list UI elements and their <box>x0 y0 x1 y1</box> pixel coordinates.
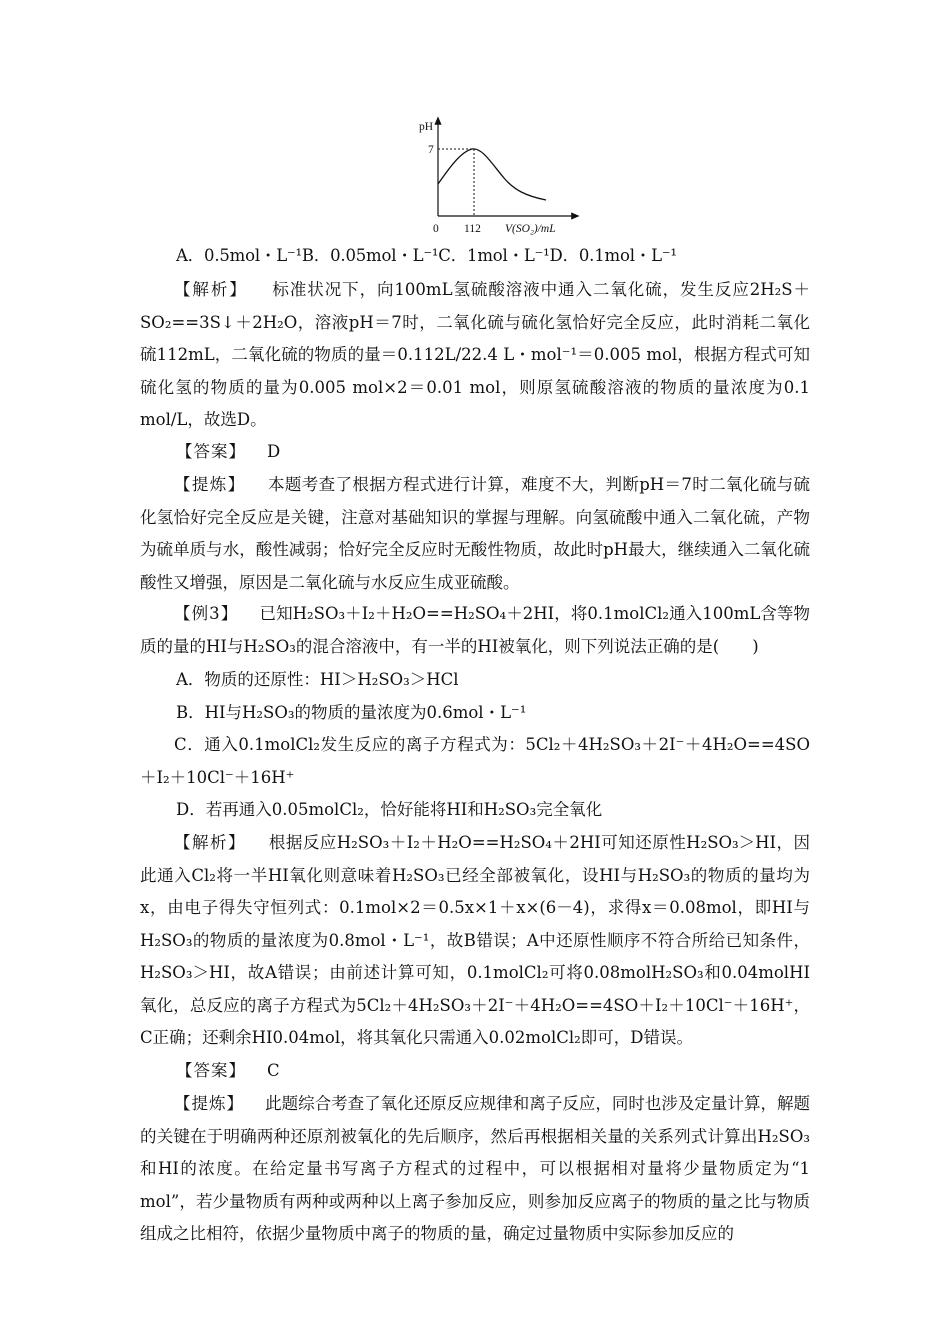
summary-tag: 【提炼】 <box>174 1094 245 1113</box>
q3-analysis <box>140 827 810 1055</box>
q3-option-a: A．物质的还原性：HI＞H₂SO₃＞HCl <box>176 670 459 689</box>
ph-series-line <box>438 149 546 200</box>
q3-summary <box>140 1088 810 1251</box>
summary-text: 此题综合考查了氧化还原反应规律和离子反应，同时也涉及定量计算，解题的关键在于明确两种还原剂被氧化的先后顺序，然后再根据相关量的关系列式计算出H₂SO₃和HI的浓度。在给定量书写离子方程式的过程中，可以根据相对量将少量物质定为“1 mol”，若少量物质有两种或两种以上离子参加反应，则参加反应离子的物质的量之比与物质组成之比相符，依据少量物质中离子的物质的量，确定过量物质中实际参加反应的 <box>140 1094 811 1243</box>
q3-stem <box>140 598 810 663</box>
y-axis-label: pH <box>419 121 434 133</box>
answer-value: D <box>266 442 281 461</box>
summary-text: 本题考查了根据方程式进行计算，难度不大，判断pH＝7时二氧化硫与硫化氢恰好完全反应是关键，注意对基础知识的掌握与理解。向氢硫酸中通入二氧化硫，产物为硫单质与水，酸性减弱；恰好完全反应时无酸性物质，故此时pH最大，继续通入二氧化硫酸性又增强，原因是二氧化硫与水反应生成亚硫酸。 <box>140 475 811 592</box>
ph-curve-figure <box>400 112 580 242</box>
x-tick-112: 112 <box>464 223 481 235</box>
answer-tag: 【答案】 <box>176 1061 246 1080</box>
x-origin-label: 0 <box>433 223 439 235</box>
q3-answer <box>176 1055 280 1087</box>
q2-answer <box>176 436 280 468</box>
analysis-tag: 【解析】 <box>174 280 248 299</box>
analysis-tag: 【解析】 <box>174 833 246 852</box>
q2-summary <box>140 469 810 599</box>
q2-options: A．0.5mol・L⁻¹B．0.05mol・L⁻¹C．1mol・L⁻¹D．0.1mol・L⁻¹ <box>176 246 677 265</box>
q3-option-d: D．若再通入0.05molCl₂，恰好能将HI和H₂SO₃完全氧化 <box>176 800 603 819</box>
example-tag: 【例3】 <box>174 604 239 623</box>
answer-tag: 【答案】 <box>176 442 246 461</box>
analysis-text: 根据反应H₂SO₃＋I₂＋H₂O==H₂SO₄＋2HI可知还原性H₂SO₃＞HI，因此通入Cl₂将一半HI氧化则意味着H₂SO₃已经全部被氧化，设HI与H₂SO₃的物质的量均为x，由电子得失守恒列式：0.1mol×2＝0.5x×1＋x×(6－4)，求得x＝0.08mol，即HI与H₂SO₃的物质的量浓度为0.8mol・L⁻¹，故B错误；A中还原性顺序不符合所给已知条件，H₂SO₃＞HI，故A错误；由前述计算可知，0.1molCl₂可将0.08molH₂SO₃和0.04molHI氧化，总反应的离子方程式为5Cl₂＋4H₂SO₃＋2I⁻＋4H₂O==4SO＋I₂＋10Cl⁻＋16H⁺，C正确；还剩余HI0.04mol，将其氧化只需通入0.02molCl₂即可，D错误。 <box>140 833 811 1047</box>
example-stem-text: 已知H₂SO₃＋I₂＋H₂O==H₂SO₄＋2HI，将0.1molCl₂通入100mL含等物质的量的HI与H₂SO₃的混合溶液中，有一半的HI被氧化，则下列说法正确的是( ) <box>140 604 811 656</box>
summary-tag: 【提炼】 <box>174 475 246 494</box>
y-tick-7: 7 <box>428 144 434 156</box>
q2-analysis <box>140 274 810 437</box>
q3-option-c: C．通入0.1molCl₂发生反应的离子方程式为：5Cl₂＋4H₂SO₃＋2I⁻＋4H₂O==4SO＋I₂＋10Cl⁻＋16H⁺ <box>140 735 810 787</box>
q3-option-b: B．HI与H₂SO₃的物质的量浓度为0.6mol・L⁻¹ <box>176 703 527 722</box>
x-axis-label: V(SO₂)/mL <box>505 223 556 235</box>
analysis-text: 标准状况下，向100mL氢硫酸溶液中通入二氧化硫，发生反应2H₂S＋SO₂==3S↓＋2H₂O，溶液pH＝7时，二氧化硫与硫化氢恰好完全反应，此时消耗二氧化硫112mL，二氧化硫的物质的量＝0.112L/22.4 L・mol⁻¹＝0.005 mol，根据方程式可知硫化氢的物质的量为0.005 mol×2＝0.01 mol，则原氢硫酸溶液的物质的量浓度为0.1 mol/L，故选D。 <box>140 280 810 429</box>
answer-value: C <box>266 1061 280 1080</box>
